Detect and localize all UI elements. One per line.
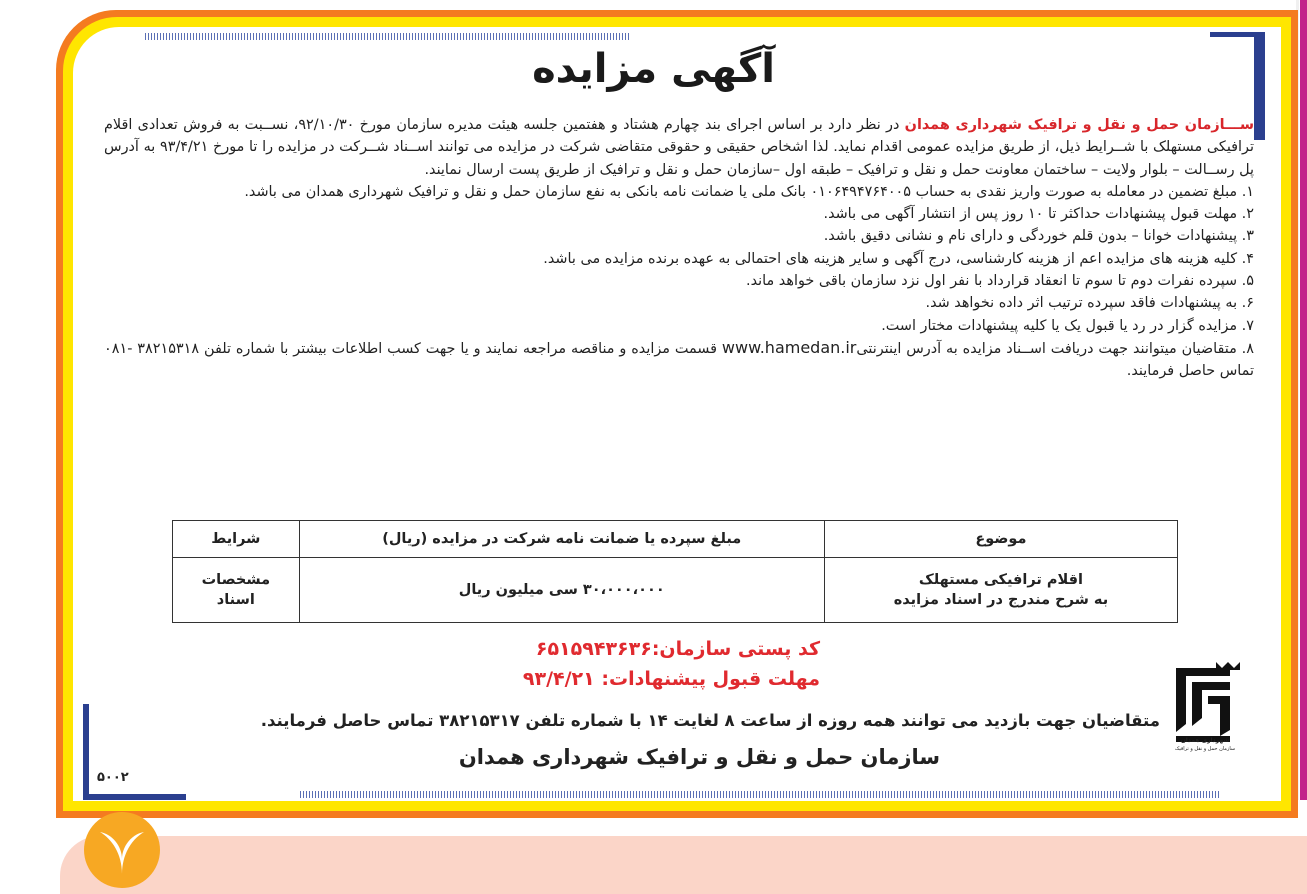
- bottom-banner: [60, 836, 1307, 894]
- intro-paragraph: [104, 114, 1254, 181]
- condition-item-1: ۱. مبلغ تضمین در معامله به صورت واریز نقدی به حساب ۰۱۰۶۴۹۴۷۶۴۰۰۵ بانک ملی یا ضمانت نامه بانکی به نفع سازمان حمل و نقل و ترافیک شهرداری همدان می باشد.: [244, 183, 1254, 200]
- condition-item-4: ۴. کلیه هزینه های مزایده اعم از هزینه کارشناسی، درج آگهی و سایر هزینه های احتمالی به عهده برنده مزایده می باشد.: [543, 250, 1254, 267]
- magenta-edge-strip: [1300, 0, 1307, 800]
- corner-accent-top-right-h: [1210, 32, 1265, 37]
- ad-title: آگهی مزایده: [532, 46, 775, 92]
- footer-org-name: سازمان حمل و نقل و ترافیک شهرداری همدان: [458, 745, 940, 769]
- corner-accent-bottom-left-h: [83, 794, 186, 800]
- ad-code: ۵۰۰۲: [97, 770, 129, 785]
- deadline-notice: مهلت قبول پیشنهادات: ۹۳/۴/۲۱: [522, 668, 820, 690]
- auction-table: [172, 520, 1178, 623]
- subject-line-2: به شرح مندرج در اسناد مزایده: [893, 592, 1109, 608]
- header-subject: موضوع: [824, 521, 1177, 558]
- org-name-highlight: ســـازمان حمل و نقل و ترافیک شهرداری همدان: [904, 117, 1254, 133]
- cell-conditions: [173, 558, 300, 623]
- bottom-brand-icon: [82, 804, 162, 894]
- condition-item-6: ۶. به پیشنهادات فاقد سپرده ترتیب اثر داده نخواهد شد.: [925, 295, 1254, 312]
- cell-amount: ۳۰،۰۰۰،۰۰۰ سی میلیون ریال: [299, 558, 824, 623]
- condition-item-8: [104, 337, 1254, 383]
- item-8-text-start: ۸. متقاضیان میتوانند جهت دریافت اســناد مزایده به آدرس اینترنتی: [856, 340, 1254, 357]
- table-header-row: [173, 521, 1178, 558]
- cell-subject: [824, 558, 1177, 623]
- hamedan-transport-logo: [1168, 660, 1246, 760]
- website-link[interactable]: www.hamedan.ir: [721, 337, 857, 357]
- condition-item-5: ۵. سپرده نفرات دوم تا سوم تا انعقاد قرارداد با نفر اول نزد سازمان باقی خواهد ماند.: [746, 273, 1254, 290]
- item-8-text-end: قسمت مزایده و مناقصه مراجعه نمایند و یا جهت کسب اطلاعات بیشتر با شماره تلفن ۳۸۲۱۵۳۱۸ -۰۸۱ تماس حاصل فرمایند.: [104, 340, 1254, 380]
- condition-item-3: ۳. پیشنهادات خوانا – بدون قلم خوردگی و دارای نام و نشانی دقیق باشد.: [823, 228, 1254, 245]
- postal-code: کد پستی سازمان:۶۵۱۵۹۴۳۶۳۶: [535, 638, 820, 660]
- intro-text: در نظر دارد بر اساس اجرای بند چهارم هشتاد و هفتمین جلسه هیئت مدیره سازمان مورخ ۹۲/۱۰/۳۰، نســبت به فروش تعدادی اقلام ترافیکی مستهلک با شــرایط ذیل، از طریق مزایده عمومی اقدام نماید. لذا اشخاص حقیقی و حقوقی متقاضی شرکت در مزایده می توانند اســناد شــرکت در مزایده را تا مورخ ۹۳/۴/۲۱ به آدرس پل رســالت – بلوار ولایت – ساختمان معاونت حمل و نقل و ترافیک – طبقه اول –سازمان حمل و نقل و ترافیک از طریق پست ارسال نمایند.: [104, 117, 1254, 178]
- conditions-line-1: مشخصات: [201, 572, 271, 588]
- decorative-stripe-top: [145, 33, 630, 40]
- conditions-line-2: اسناد: [216, 592, 255, 608]
- decorative-stripe-bottom: [300, 791, 1220, 798]
- visit-note: متقاضیان جهت بازدید می توانند همه روزه از ساعت ۸ لغایت ۱۴ با شماره تلفن ۳۸۲۱۵۳۱۷ تماس حاصل فرمایند.: [260, 711, 1160, 730]
- subject-line-1: اقلام ترافیکی مستهلک: [918, 572, 1083, 588]
- header-conditions: شرایط: [173, 521, 300, 558]
- corner-accent-bottom-left: [83, 704, 89, 800]
- condition-item-7: ۷. مزایده گزار در رد یا قبول یک یا کلیه پیشنهادات مختار است.: [881, 317, 1254, 334]
- header-amount: مبلغ سپرده یا ضمانت نامه شرکت در مزایده (ریال): [299, 521, 824, 558]
- table-row: [173, 558, 1178, 623]
- condition-item-2: ۲. مهلت قبول پیشنهادات حداکثر تا ۱۰ روز پس از انتشار آگهی می باشد.: [823, 206, 1254, 223]
- logo-caption-organization: سازمان حمل و نقل و ترافیک: [1174, 746, 1236, 752]
- ad-body: [104, 114, 1254, 383]
- logo-caption-municipality: شهرداری همدان: [1180, 737, 1230, 744]
